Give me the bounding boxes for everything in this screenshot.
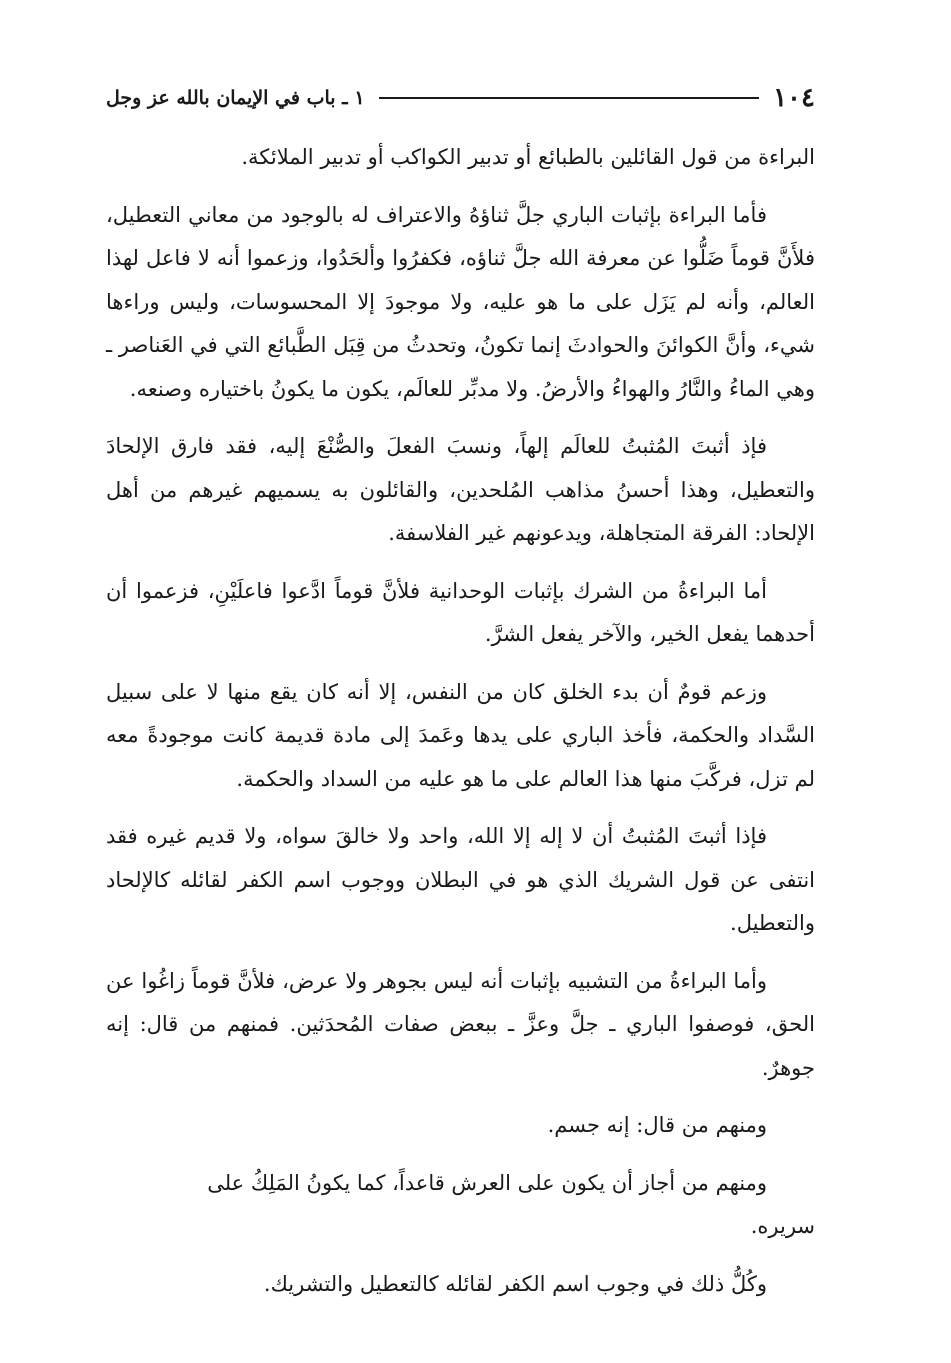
paragraph-6: فإذا أثبتَ المُثبتُ أن لا إله إلا الله، واحد ولا خالقَ سواه، ولا قديم غيره فقد انتفى عن قول الشريك الذي هو في البطلان ووجوب اسم الكفر لقائله كالإلحاد والتعطيل. bbox=[106, 824, 815, 935]
chapter-title: ١ ـ باب في الإيمان بالله عز وجل bbox=[106, 87, 365, 109]
paragraph-10: وكُلُّ ذلك في وجوب اسم الكفر لقائله كالتعطيل والتشريك. bbox=[263, 1271, 767, 1296]
paragraph-1: البراءة من قول القائلين بالطبائع أو تدبير الكواكب أو تدبير الملائكة. bbox=[241, 145, 815, 169]
body-text bbox=[106, 136, 815, 1306]
paragraph-5: وزعم قومٌ أن بدء الخلق كان من النفس، إلا أنه كان يقع منها لا على سبيل السَّداد والحكمة، فأخذ الباري على يدها وعَمدَ إلى مادة قديمة كانت موجودةً معه لم تزل، فركَّبَ منها هذا العالم على ما هو عليه من السداد والحكمة. bbox=[106, 679, 815, 791]
paragraph-2: فأما البراءة بإثبات الباري جلَّ ثناؤهُ والاعتراف له بالوجود من معاني التعطيل، فلأَنَّ قوماً ضَلُّوا عن معرفة الله جلَّ ثناؤه، فكفرُوا وألحَدُوا، وزعموا أنه لا فاعل لهذا العالم، وأنه لم يَزَل على ما هو عليه، ولا موجودَ إلا المحسوسات، وليس وراءها شيء، وأنَّ الكوائنَ والحوادثَ إنما تكونُ، وتحدثُ من قِبَل الطَّبائع التي في العَناصر ـ وهي الماءُ والنَّارُ والهواءُ والأرضُ. ولا مدبِّر للعالَم، يكون ما يكونُ باختياره وصنعه. bbox=[106, 202, 815, 401]
page-number: ١٠٤ bbox=[773, 83, 815, 113]
paragraph-3: فإذ أثبتَ المُثبتُ للعالَم إلهاً، ونسبَ الفعلَ والصُّنْعَ إليه، فقد فارق الإلحادَ والتعطيل، وهذا أحسنُ مذاهب المُلحدين، والقائلون به يسميهم غيرهم من أهل الإلحاد: الفرقة المتجاهلة، ويدعونهم غير الفلاسفة. bbox=[106, 434, 815, 545]
paragraph-9-continuation: سريره. bbox=[750, 1214, 815, 1238]
paragraph-7: وأما البراءةُ من التشبيه بإثبات أنه ليس بجوهر ولا عرض، فلأنَّ قوماً زاغُوا عن الحق، فوصفوا الباري ـ جلَّ وعزَّ ـ ببعض صفات المُحدَثين. فمنهم من قال: إنه جوهرٌ. bbox=[106, 968, 815, 1080]
header-rule bbox=[379, 97, 760, 99]
paragraph-4: أما البراءةُ من الشرك بإثبات الوحدانية فلأنَّ قوماً ادَّعوا فاعلَيْنِ، فزعموا أن أحدهما يفعل الخير، والآخر يفعل الشرَّ. bbox=[106, 578, 815, 646]
paragraph-9: ومنهم من أجاز أن يكون على العرش قاعداً، كما يكونُ المَلِكُ على bbox=[207, 1170, 767, 1195]
paragraph-8: ومنهم من قال: إنه جسم. bbox=[547, 1113, 767, 1137]
running-header bbox=[106, 78, 815, 118]
